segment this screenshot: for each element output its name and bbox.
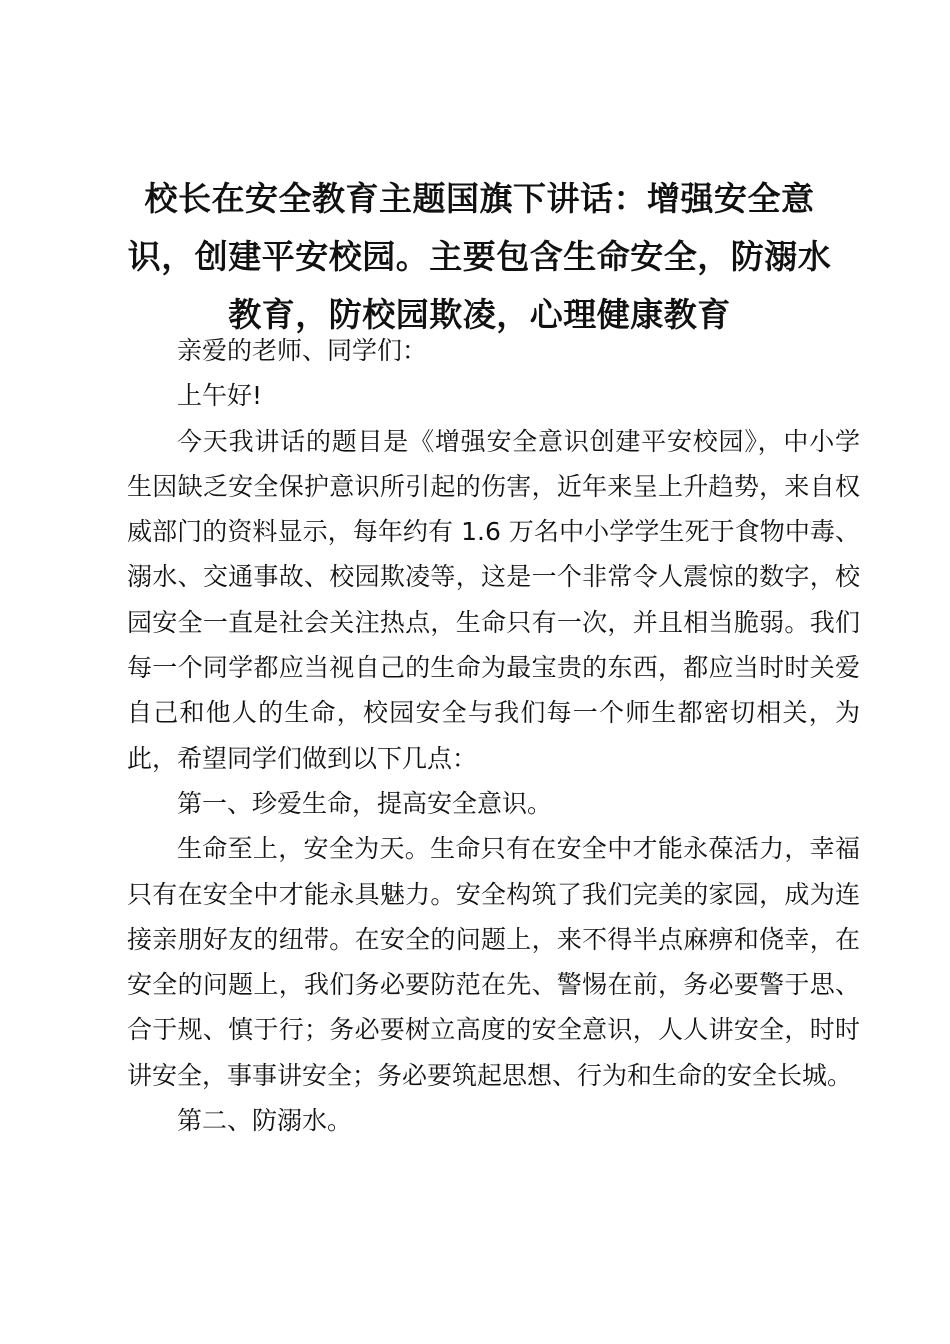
section-heading-1: 第一、珍爱生命，提高安全意识。 — [177, 788, 553, 818]
intro-paragraph: 今天我讲话的题目是《增强安全意识创建平安校园》，中小学生因缺乏安全保护意识所引起的伤害，近年来呈上升趋势，来自权威部门的资料显示，每年约有 1.6 万名中小学学生死于食物中毒、溺水、交通事故、校园欺凌等，这是一个非常令人震惊的数字，校园安全一直是社会关注热点，生命只有一次，并且相当脆弱。我们每一个同学都应当视自己的生命为最宝贵的东西，都应当时时关爱自己和他人的生命，校园安全与我们每一个师生都密切相关，为此，希望同学们做到以下几点： — [127, 426, 860, 773]
document-title: 校长在安全教育主题国旗下讲话：增强安全意识，创建平安校园。主要包含生命安全，防溺水教育，防校园欺凌，心理健康教育 — [127, 179, 832, 334]
document-body — [127, 328, 860, 1143]
section-heading-2: 第二、防溺水。 — [177, 1106, 353, 1136]
greeting: 上午好! — [177, 381, 263, 411]
section-paragraph-1: 生命至上，安全为天。生命只有在安全中才能永葆活力，幸福只有在安全中才能永具魅力。安全构筑了我们完美的家园，成为连接亲朋好友的纽带。在安全的问题上，来不得半点麻痹和侥幸，在安全的问题上，我们务必要防范在先、警惕在前，务必要警于思、合于规、慎于行；务必要树立高度的安全意识，人人讲安全，时时讲安全，事事讲安全；务必要筑起思想、行为和生命的安全长城。 — [127, 834, 860, 1090]
salutation: 亲爱的老师、同学们： — [177, 336, 428, 365]
